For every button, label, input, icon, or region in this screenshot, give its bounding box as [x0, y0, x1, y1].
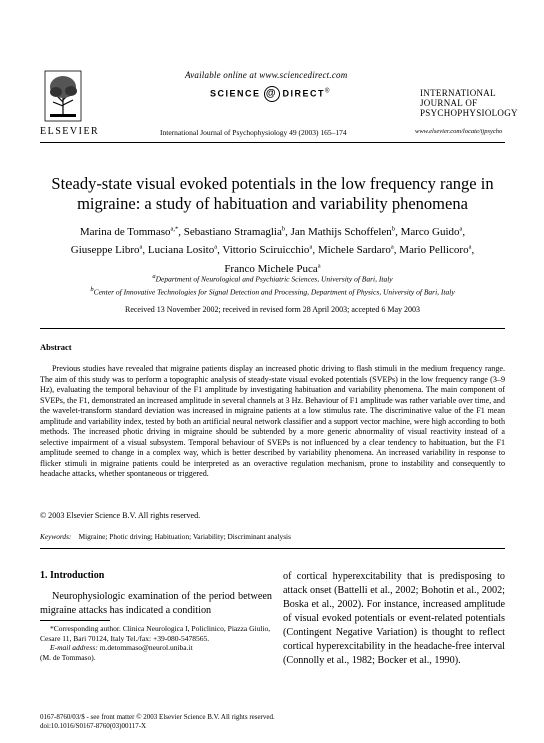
author: Vittorio Sciruicchio$^a$,	[222, 243, 318, 257]
sd-logo-left: SCIENCE	[210, 88, 261, 99]
sd-logo-tm: ®	[325, 88, 331, 95]
footnote-corresponding: *Corresponding author. Clinica Neurologica I, Policlinico, Piazza Giulio, Cesare 11, Bari 70124, Italy Tel./fax: +39-080-5478565.	[40, 624, 271, 643]
footnote-divider	[40, 620, 110, 621]
title-line1: Steady-state visual evoked potentials in the low frequency range in	[51, 174, 494, 193]
journal-citation: International Journal of Psychophysiology 49 (2003) 165–174	[160, 128, 347, 137]
doi-line[interactable]: doi:10.1016/S0167-8760(03)00117-X	[40, 722, 147, 730]
author-list	[36, 221, 509, 277]
email-link[interactable]: m.detommaso@neurol.uniba.it	[99, 643, 193, 652]
received-dates: Received 13 November 2002; received in revised form 28 April 2003; accepted 6 May 2003	[124, 305, 421, 314]
author: Sebastiano Stramaglia$^b$,	[183, 225, 291, 238]
affiliation-a: $^a$Department of Neurological and Psychiatric Sciences, University of Bari, Italy	[152, 273, 393, 284]
publisher-name: ELSEVIER	[40, 126, 100, 137]
keywords-label: Keywords:	[40, 532, 72, 541]
intro-left-column: Neurophysiologic examination of the period between migraine attacks has indicated a condition	[40, 591, 272, 616]
author: Giuseppe Libro$^a$,	[70, 243, 148, 257]
journal-name-line1: INTERNATIONAL	[420, 88, 496, 98]
article-title	[40, 174, 505, 214]
abstract-copyright: © 2003 Elsevier Science B.V. All rights reserved.	[40, 511, 201, 520]
email-label: E-mail address:	[50, 643, 98, 652]
elsevier-tree-logo-icon	[44, 70, 82, 122]
abstract-heading: Abstract	[40, 342, 72, 352]
sd-logo-at-icon: @	[264, 86, 280, 102]
author: Luciana Losito$^a$,	[147, 243, 223, 257]
keywords	[40, 532, 291, 541]
available-online-text: Available online at www.sciencedirect.com	[185, 70, 348, 80]
affiliation-b: $^b$Center of Innovative Technologies for Signal Detection and Processing, Department of Physics, University of Bari, Italy	[90, 285, 455, 296]
author: Michele Sardaro$^a$,	[317, 243, 400, 257]
author: Jan Mathijs Schoffelen$^b$,	[290, 225, 401, 238]
intro-right-column: of cortical hyperexcitability that is predisposing to attack onset (Battelli et al., 2002; Bohotin et al., 2002; Boska et al., 2002). For instance, increased amplitude of visual evoked potentials or event-related potentials (Contingent Negative Variation) is thought to reflect cortical hyperexcitability in the headache-free interval (Connolly et al., 1982; Bocker et al., 1990).	[283, 571, 505, 666]
author: Franco Michele Puca$^a$	[224, 262, 321, 275]
journal-name-line3: PSYCHOPHYSIOLOGY	[420, 108, 518, 118]
abstract-body: Previous studies have revealed that migraine patients display an increased photic driving to flash stimuli in the medium frequency range. The aim of this study was to perform a topographic analysis of steady-state visual evoked potentials (SVEPs) in the low frequency range (3–9 Hz), evaluating the temporal behaviour of the F1 amplitude by investigating habituation and variability phenomena. The main component of SVEPs, the F1, demonstrated an increased amplitude in several channels at 3 Hz. Behaviour of F1 amplitude was rather variable over time, and the wavelet-transform standard deviation was increased in migraine patients at a low stimulus rate. The discriminative value of the F1 mean amplitude and variability index, tested by both an artificial neural network classifier and a support vector machine, were high according to both methods. The increased photic driving in migraine should be subtended by a more generic abnormality of visual reactivity instead of a selective impairment of a visual subsystem. Temporal behaviour of SVEPs is not influenced by a clear tendency to habituation, but the F1 amplitude seemed to change in a complex way, which is better described by variability phenomena. An increased variability in response to flicker stimuli in migraine patients could be interpreted as an overactive regulation mechanism, prone to instability and consequently to headache attacks, whether spontaneous or triggered.	[40, 364, 505, 478]
journal-name-line2: JOURNAL OF	[420, 98, 478, 108]
footnote-email-name: (M. de Tommaso).	[40, 652, 96, 662]
header-divider	[40, 142, 505, 143]
journal-name-block	[420, 88, 518, 118]
title-line2: migraine: a study of habituation and variability phenomena	[77, 194, 468, 213]
author: Mario Pellicoro$^a$,	[399, 243, 475, 257]
footnote	[40, 624, 272, 662]
journal-url[interactable]: www.elsevier.com/locate/ijpsycho	[415, 128, 503, 135]
keywords-divider	[40, 548, 505, 549]
abstract-divider	[40, 328, 505, 329]
sd-logo-right: DIRECT	[282, 88, 326, 99]
footnote-email	[40, 643, 272, 653]
keywords-list: Migraine; Photic driving; Habituation; Variability; Discriminant analysis	[78, 532, 291, 541]
sciencedirect-logo	[210, 86, 331, 102]
issn-line: 0167-8760/03/$ - see front matter © 2003 Elsevier Science B.V. All rights reserved.	[40, 713, 275, 721]
affiliations	[40, 272, 505, 297]
author: Marco Guido$^a$,	[400, 225, 466, 238]
section-heading: 1. Introduction	[40, 570, 105, 581]
author: Marina de Tommaso$^{a,*}$,	[79, 225, 184, 238]
